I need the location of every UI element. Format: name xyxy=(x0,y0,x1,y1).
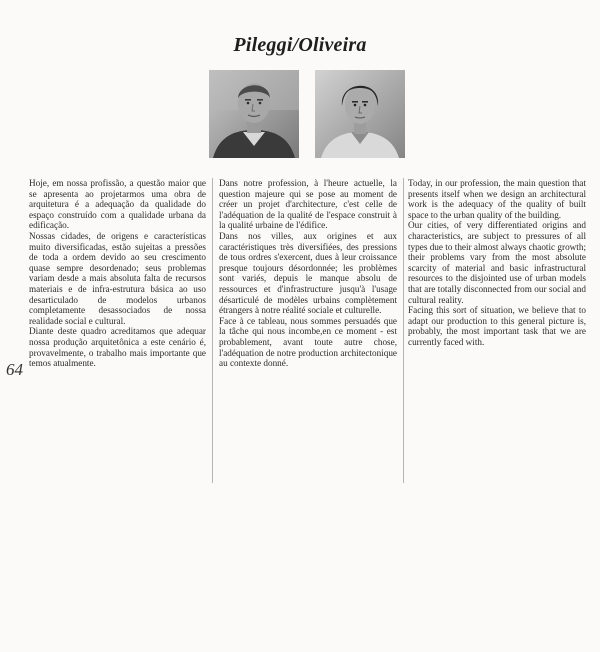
portrait-photo-left xyxy=(209,70,299,158)
paragraph: Hoje, em nossa profissão, a questão maior que se apresenta ao projetarmos uma obra de arquitetura é a adequação da qualidade do espaço construído com a qualidade urbana da edificação. xyxy=(29,178,206,231)
portrait-left-icon xyxy=(209,70,299,158)
paragraph: Face à ce tableau, nous sommes persuadés que la tâche qui nous incombe,en ce moment - est probablement, avant toute autre chose, l'adéquation de notre production architectonique au contexte donné. xyxy=(219,315,397,369)
portrait-photo-right xyxy=(315,70,405,158)
page-title: Pileggi/Oliveira xyxy=(233,34,367,56)
paragraph: Dans notre profession, à l'heure actuelle, la question majeure qui se pose au moment de créer un projet d'architecture, c'est celle de l'adéquation de la qualité de l'espace construit à la qualité urbaine de l'édifice. xyxy=(219,178,397,231)
column-portuguese xyxy=(29,178,206,369)
portrait-right-icon xyxy=(315,70,405,158)
paragraph: Facing this sort of situation, we believe that to adapt our production to this general picture is, probably, the most important task that we are currently faced with. xyxy=(408,305,586,347)
column-divider xyxy=(403,178,404,483)
column-divider xyxy=(212,178,213,483)
page-number: 64 xyxy=(6,360,23,379)
paragraph: Nossas cidades, de origens e características muito diversificadas, estão sujeitas a pressões de toda a ordem devido ao seu crescimento quase sempre desordenado; seus problemas variam desde a mais absoluta falta de recursos materiais e de infra-estrutura básica ao uso desarticulado de modelos urbanos completamente desassociados de nossa realidade social e cultural. xyxy=(29,230,206,326)
paragraph: Today, in our profession, the main question that presents itself when we design an architectural work is the adequacy of the quality of built space to the urban quality of the building. xyxy=(408,178,586,220)
column-english xyxy=(408,178,586,348)
paragraph: Diante deste quadro acreditamos que adequar nossa produção arquitetônica a este cenário é, provavelmente, o trabalho mais importante que temos atualmente. xyxy=(29,326,206,369)
paragraph: Dans nos villes, aux origines et aux caractéristiques très diversifiées, des pressions de tous ordres s'exercent, dues à leur croissance presque toujours désordonnée; les problèmes sont variés, depuis le manque absolu de ressources et d'infrastructure jusqu'à l'usage désarticulé de modèles urbains complètement étrangers à notre réalité sociale et culturelle. xyxy=(219,230,397,316)
column-french xyxy=(219,178,397,369)
paragraph: Our cities, of very differentiated origins and characteristics, are subject to pressures of all types due to their almost always chaotic growth; their problems vary from the most absolute scarcity of material and basic infrastructural resources to the disjointed use of urban models that are totally disconnected from our social and cultural reality. xyxy=(408,220,586,305)
